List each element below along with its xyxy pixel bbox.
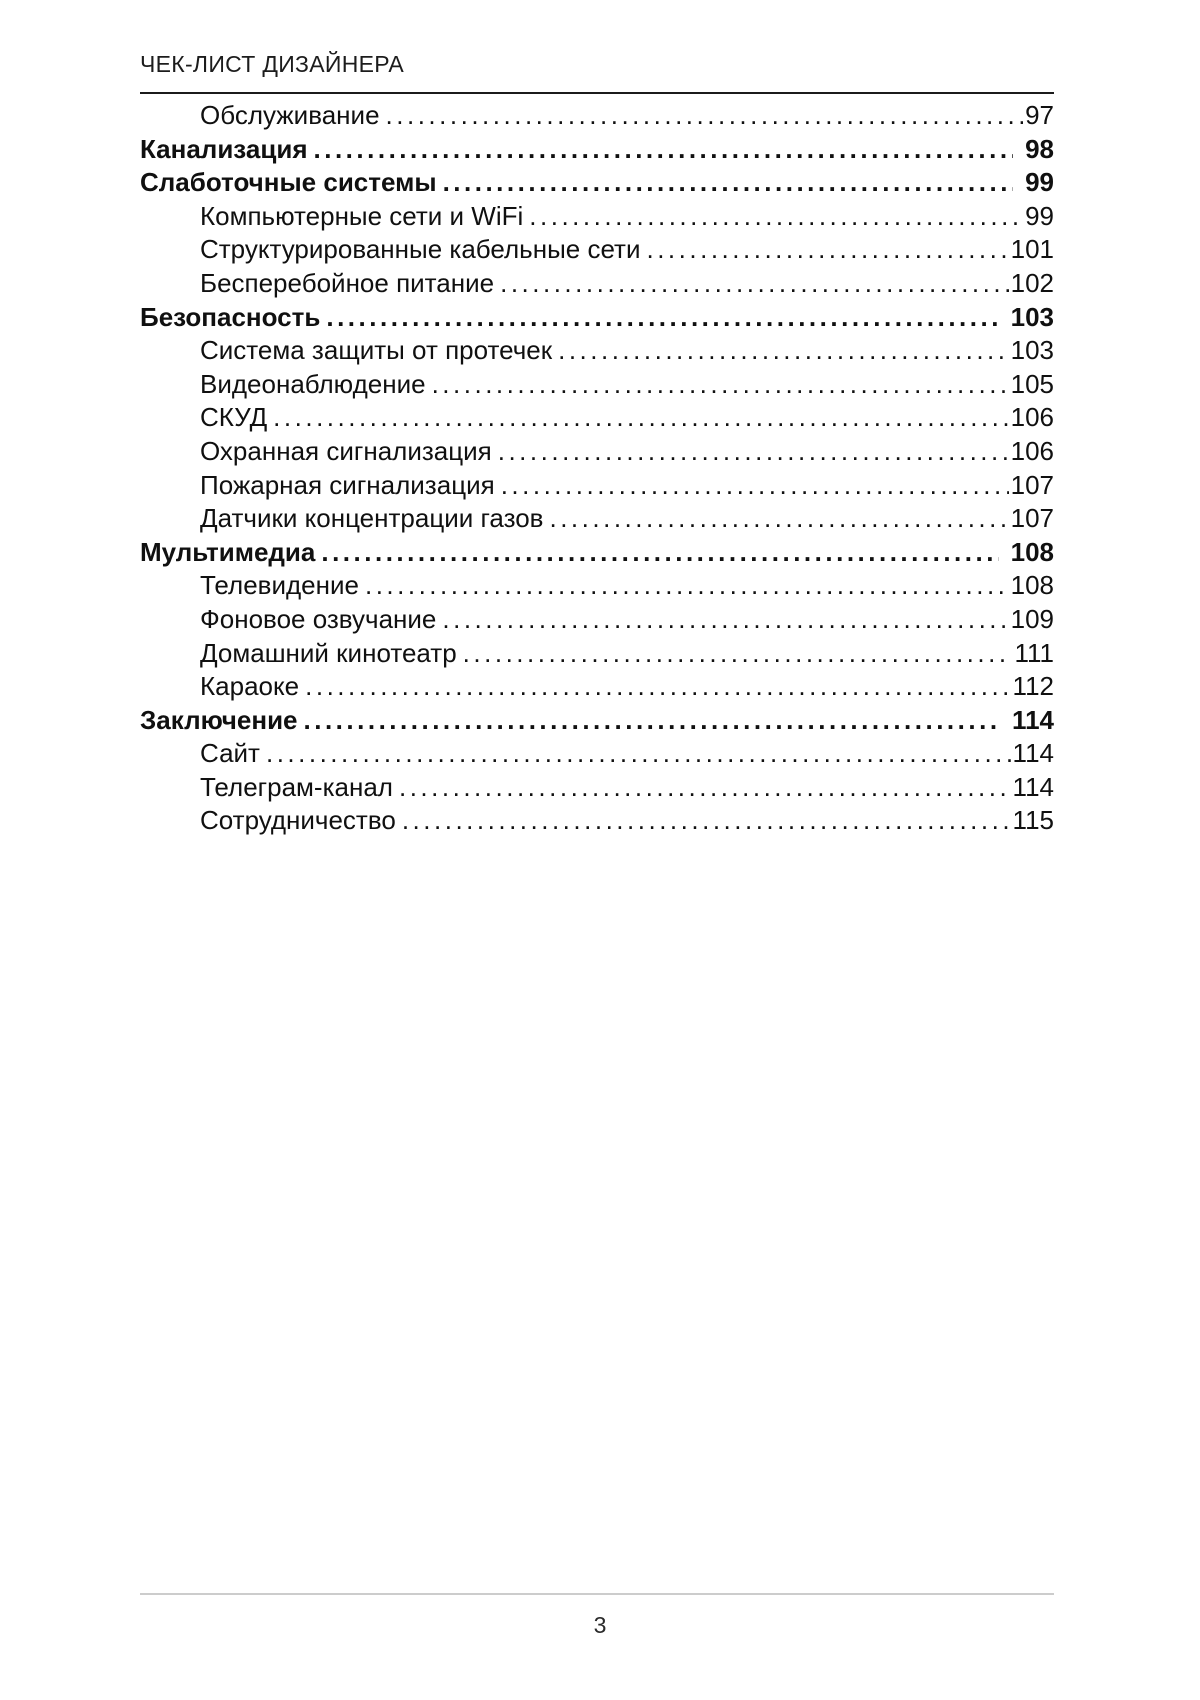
toc-entry-2[interactable] <box>140 166 1054 200</box>
toc-dot-leader <box>529 200 1023 234</box>
toc-dot-leader <box>443 166 1014 200</box>
toc-entry-label: Безопасность <box>140 301 321 332</box>
toc-entry-page: 114 <box>1012 704 1054 735</box>
toc-dot-leader <box>549 502 1008 536</box>
toc-entry-7[interactable] <box>140 334 1054 368</box>
toc-entry-17[interactable] <box>140 670 1054 704</box>
toc-entry-page: 111 <box>1014 637 1054 668</box>
toc-entry-1[interactable] <box>140 133 1054 167</box>
toc-entry-9[interactable] <box>140 401 1054 435</box>
toc-entry-page: 108 <box>1010 536 1054 567</box>
page-number: 3 <box>593 1612 607 1638</box>
toc-dot-leader <box>500 267 1009 301</box>
toc-entry-8[interactable] <box>140 368 1054 402</box>
toc-entry-page: 103 <box>1010 301 1054 332</box>
toc-dot-leader <box>498 435 1009 469</box>
toc-entry-label: Структурированные кабельные сети <box>200 234 641 265</box>
toc-entry-label: СКУД <box>200 402 268 433</box>
toc-entry-label: Слаботочные системы <box>140 167 437 198</box>
toc-entry-label: Датчики концентрации газов <box>200 503 544 534</box>
toc-entry-label: Видеонаблюдение <box>200 368 426 399</box>
toc-entry-label: Телевидение <box>200 570 359 601</box>
toc-entry-18[interactable] <box>140 704 1054 738</box>
toc-dot-leader <box>386 99 1024 133</box>
toc-entry-10[interactable] <box>140 435 1054 469</box>
toc-list <box>140 99 1054 838</box>
toc-entry-page: 101 <box>1010 234 1054 265</box>
toc-entry-19[interactable] <box>140 737 1054 771</box>
toc-entry-page: 103 <box>1010 335 1054 366</box>
toc-entry-11[interactable] <box>140 469 1054 503</box>
toc-dot-leader <box>304 704 1001 738</box>
toc-entry-label: Бесперебойное питание <box>200 267 495 298</box>
toc-dot-leader <box>646 233 1008 267</box>
toc-entry-label: Караоке <box>200 671 300 702</box>
toc-entry-13[interactable] <box>140 536 1054 570</box>
toc-entry-15[interactable] <box>140 603 1054 637</box>
toc-entry-page: 97 <box>1025 100 1054 130</box>
toc-entry-0[interactable] <box>140 99 1054 133</box>
toc-dot-leader <box>432 368 1009 402</box>
toc-entry-label: Домашний кинотеатр <box>200 637 457 668</box>
toc-dot-leader <box>305 670 1010 704</box>
toc-entry-page: 107 <box>1010 503 1054 534</box>
toc-dot-leader <box>399 771 1011 805</box>
toc-entry-12[interactable] <box>140 502 1054 536</box>
toc-dot-leader <box>402 804 1011 838</box>
toc-entry-3[interactable] <box>140 200 1054 234</box>
toc-entry-5[interactable] <box>140 267 1054 301</box>
toc-entry-16[interactable] <box>140 637 1054 671</box>
toc-entry-label: Канализация <box>140 133 308 164</box>
toc-entry-page: 99 <box>1025 200 1054 231</box>
toc-entry-page: 114 <box>1012 738 1054 769</box>
toc-entry-label: Пожарная сигнализация <box>200 469 495 500</box>
toc-entry-page: 102 <box>1010 267 1054 298</box>
toc-dot-leader <box>273 401 1008 435</box>
toc-entry-page: 107 <box>1010 469 1054 500</box>
toc-entry-page: 114 <box>1012 771 1054 802</box>
toc-dot-leader <box>558 334 1009 368</box>
toc-entry-page: 109 <box>1010 603 1054 634</box>
toc-entry-page: 106 <box>1010 435 1054 466</box>
toc-entry-label: Система защиты от протечек <box>200 335 553 366</box>
toc-entry-label: Компьютерные сети и WiFi <box>200 200 524 231</box>
toc-dot-leader <box>266 737 1011 771</box>
page-content <box>0 0 1200 838</box>
toc-dot-leader <box>501 469 1009 503</box>
toc-dot-leader <box>365 569 1009 603</box>
toc-entry-page: 105 <box>1010 368 1054 399</box>
toc-entry-page: 115 <box>1012 805 1054 836</box>
header-rule <box>140 92 1054 94</box>
footer-rule <box>140 1593 1054 1595</box>
toc-entry-page: 98 <box>1025 133 1054 164</box>
toc-entry-6[interactable] <box>140 301 1054 335</box>
toc-entry-label: Телеграм-канал <box>200 771 393 802</box>
toc-dot-leader <box>321 536 998 570</box>
toc-entry-label: Фоновое озвучание <box>200 603 437 634</box>
toc-dot-leader <box>314 133 1014 167</box>
toc-dot-leader <box>463 637 1013 671</box>
toc-dot-leader <box>442 603 1008 637</box>
toc-entry-label: Заключение <box>140 704 298 735</box>
toc-entry-page: 108 <box>1010 570 1054 601</box>
toc-entry-label: Охранная сигнализация <box>200 435 492 466</box>
toc-entry-label: Сотрудничество <box>200 805 396 836</box>
toc-entry-page: 106 <box>1010 402 1054 433</box>
toc-entry-20[interactable] <box>140 771 1054 805</box>
toc-entry-14[interactable] <box>140 569 1054 603</box>
running-header-title: ЧЕК-ЛИСТ ДИЗАЙНЕРА <box>140 51 405 77</box>
toc-entry-page: 112 <box>1012 671 1054 702</box>
toc-entry-4[interactable] <box>140 233 1054 267</box>
toc-entry-page: 99 <box>1025 167 1054 198</box>
toc-entry-label: Мультимедиа <box>140 536 316 567</box>
toc-dot-leader <box>326 301 998 335</box>
toc-entry-21[interactable] <box>140 804 1054 838</box>
toc-entry-label: Обслуживание <box>200 100 380 130</box>
toc-entry-label: Сайт <box>200 738 260 769</box>
